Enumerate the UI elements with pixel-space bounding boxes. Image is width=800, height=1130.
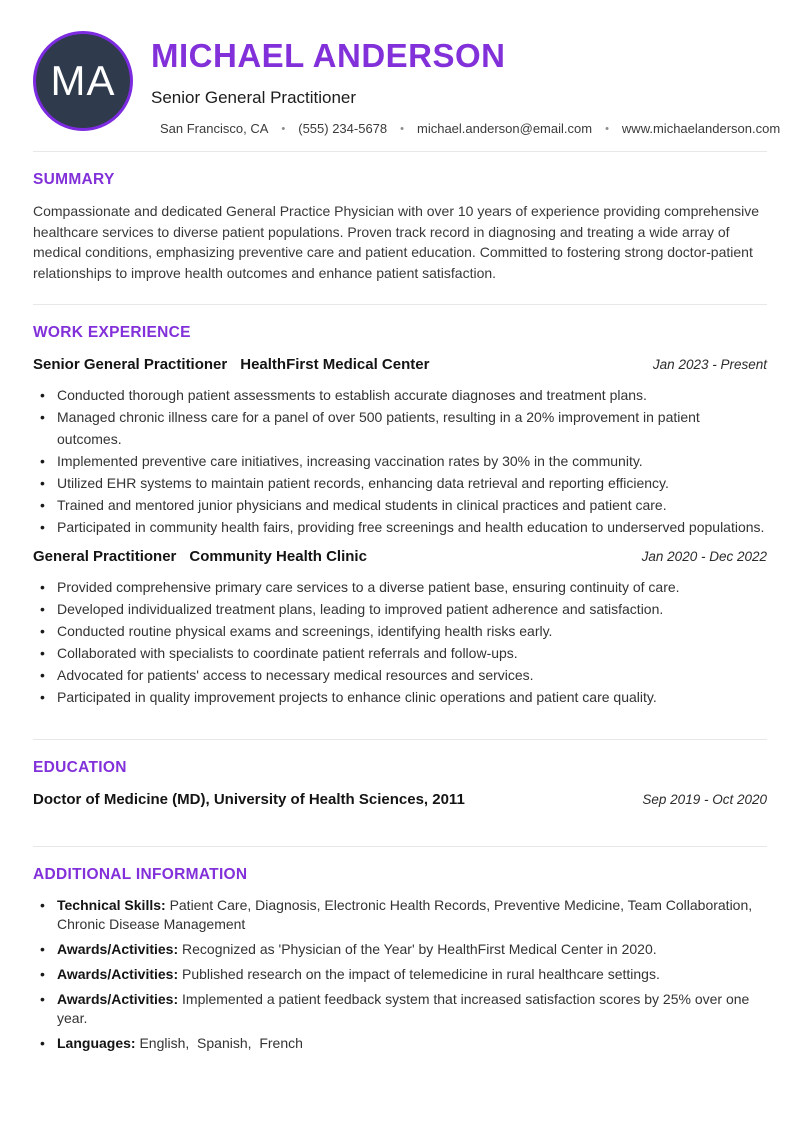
header-text-block — [151, 31, 781, 136]
info-text: Patient Care, Diagnosis, Electronic Health Records, Preventive Medicine, Team Collaboration, Chronic Disease Management — [57, 897, 757, 932]
job-company: Community Health Clinic — [189, 548, 367, 565]
job-entry — [33, 548, 767, 708]
job-title: Senior General Practitioner — [33, 356, 228, 373]
dot-separator-icon: • — [281, 122, 286, 135]
job-bullet-list — [33, 576, 767, 708]
work-experience-heading: WORK EXPERIENCE — [33, 324, 191, 341]
additional-info-item — [40, 965, 767, 984]
job-bullet: • Advocated for patients' access to necessary medical resources and services. — [40, 664, 767, 686]
info-label: Awards/Activities: — [57, 941, 179, 957]
info-label: Awards/Activities: — [57, 966, 179, 982]
additional-information-heading: ADDITIONAL INFORMATION — [33, 866, 248, 883]
dot-separator-icon: • — [605, 122, 609, 135]
job-bullet: • Conducted thorough patient assessments to establish accurate diagnoses and treatment plans. — [40, 384, 767, 406]
job-header — [33, 548, 767, 566]
candidate-title: Senior General Practitioner — [151, 88, 357, 107]
job-bullet: • Conducted routine physical exams and screenings, identifying health risks early. — [40, 620, 767, 642]
contact-email: michael.anderson@email.com — [417, 121, 593, 136]
summary-heading: SUMMARY — [33, 171, 115, 188]
job-bullet: • Trained and mentored junior physicians and medical students in clinical practices and patient care. — [40, 494, 767, 516]
resume-header — [33, 31, 781, 136]
section-divider — [33, 739, 767, 740]
additional-information-section — [33, 866, 767, 1053]
additional-info-item — [40, 1034, 767, 1053]
job-bullet: • Provided comprehensive primary care services to a diverse patient base, ensuring continuity of care. — [40, 576, 767, 598]
job-header — [33, 356, 767, 374]
job-company: HealthFirst Medical Center — [240, 356, 430, 373]
dot-separator-icon: • — [400, 122, 404, 135]
job-bullet: • Implemented preventive care initiatives, increasing vaccination rates by 30% in the community. — [40, 450, 767, 472]
contact-phone: (555) 234-5678 — [298, 121, 388, 136]
info-text: Implemented a patient feedback system that increased satisfaction scores by 25% over one year. — [57, 991, 754, 1026]
job-bullet: • Collaborated with specialists to coordinate patient referrals and follow-ups. — [40, 642, 767, 664]
candidate-name: MICHAEL ANDERSON — [151, 37, 506, 74]
info-text: Published research on the impact of telemedicine in rural healthcare settings. — [182, 966, 660, 982]
additional-info-list — [33, 896, 767, 1053]
contact-row — [160, 121, 781, 136]
info-label: Technical Skills: — [57, 897, 166, 913]
job-bullet: • Participated in community health fairs, providing free screenings and health education to underserved populations. — [40, 516, 767, 538]
additional-info-item — [40, 896, 767, 934]
info-text: Recognized as 'Physician of the Year' by HealthFirst Medical Center in 2020. — [182, 941, 657, 957]
work-experience-section — [33, 324, 767, 724]
job-entry — [33, 356, 767, 538]
job-bullet: • Managed chronic illness care for a panel of over 500 patients, resulting in a 20% improvement in patient outcomes. — [40, 406, 767, 450]
job-bullet: • Utilized EHR systems to maintain patient records, enhancing data retrieval and reporting efficiency. — [40, 472, 767, 494]
section-divider — [33, 304, 767, 305]
section-divider — [33, 846, 767, 847]
contact-location: San Francisco, CA — [160, 121, 269, 136]
contact-website: www.michaelanderson.com — [621, 121, 781, 136]
info-text: English, Spanish, French — [139, 1035, 303, 1051]
avatar-initials: MA — [50, 57, 116, 104]
info-label: Awards/Activities: — [57, 991, 179, 1007]
avatar — [33, 31, 133, 131]
job-dates: Jan 2023 - Present — [652, 357, 767, 372]
job-bullet: • Developed individualized treatment plans, leading to improved patient adherence and satisfaction. — [40, 598, 767, 620]
education-section — [33, 759, 767, 831]
job-bullet: • Participated in quality improvement projects to enhance clinic operations and patient care quality. — [40, 686, 767, 708]
education-degree: Doctor of Medicine (MD), University of Health Sciences, 2011 — [33, 791, 465, 808]
summary-text: Compassionate and dedicated General Practice Physician with over 10 years of experience providing comprehensive healthcare services to diverse patient populations. Proven track record in diagnosing and treating a wide array of medical conditions, emphasizing preventive care and patient education. Committed to fostering strong doctor-patient relationships to improve health outcomes and enhance patient satisfaction. — [33, 203, 760, 281]
education-dates: Sep 2019 - Oct 2020 — [642, 792, 767, 807]
additional-info-item — [40, 990, 767, 1028]
job-title: General Practitioner — [33, 548, 177, 565]
section-divider — [33, 151, 767, 152]
education-heading: EDUCATION — [33, 759, 127, 776]
job-bullet-list — [33, 384, 767, 538]
education-entry — [33, 791, 767, 831]
info-label: Languages: — [57, 1035, 136, 1051]
job-dates: Jan 2020 - Dec 2022 — [641, 549, 767, 564]
summary-section — [33, 171, 767, 289]
additional-info-item — [40, 940, 767, 959]
